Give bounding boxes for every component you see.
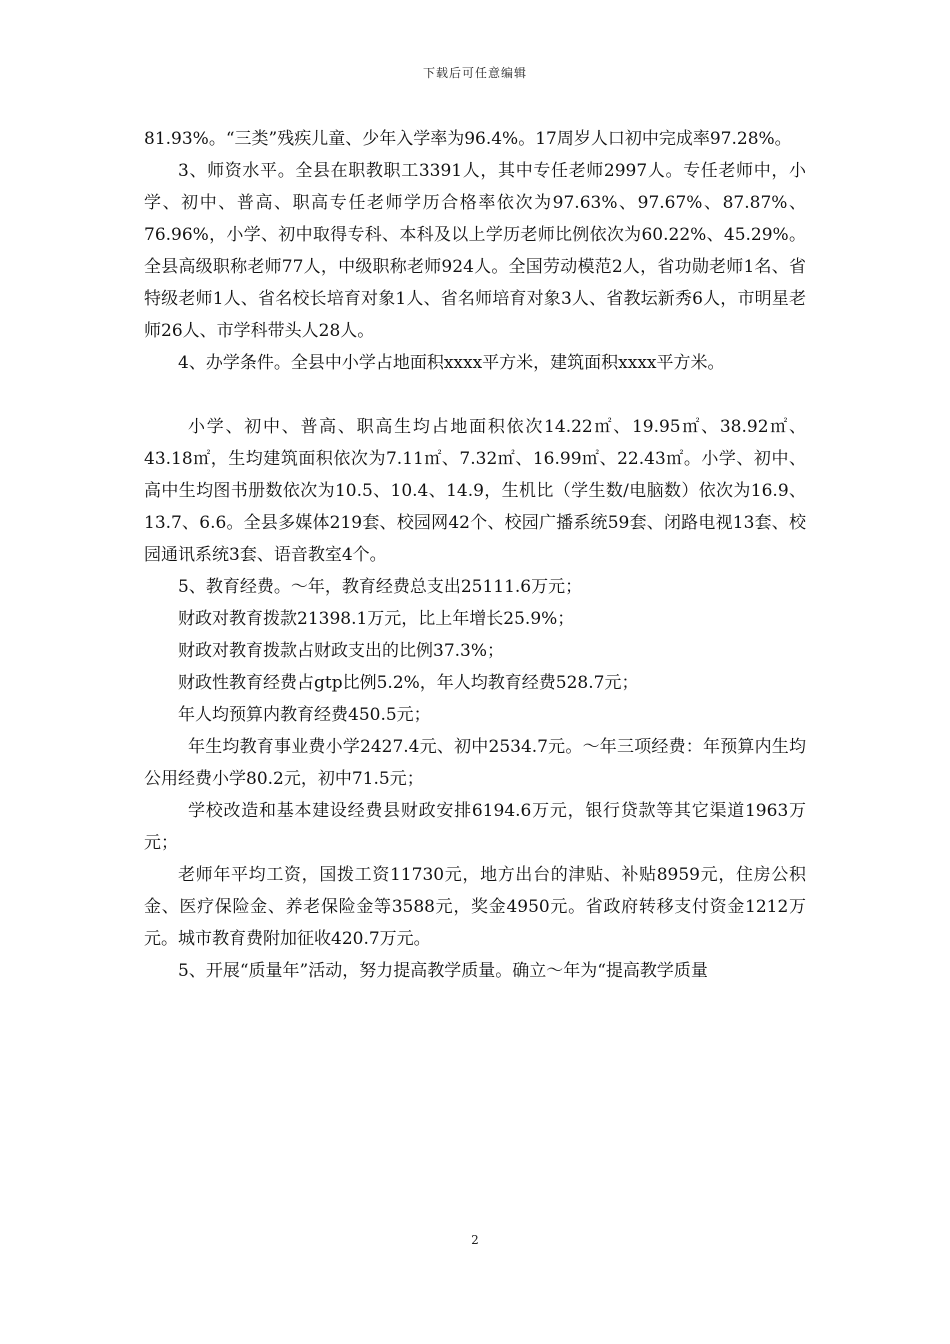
paragraph-spacer <box>144 379 806 411</box>
paragraph-allocation-ratio: 财政对教育拨款占财政支出的比例37.3%； <box>178 641 505 661</box>
paragraph-teacher-qualifications: 3、师资水平。全县在职教职工3391人，其中专任老师2997人。专任老师中，小学、初中、普高、职高专任老师学历合格率依次为97.63%、97.67%、87.87%、76.96%，小学、初中取得专科、本科及以上学历老师比例依次为60.22%、45.29%。全县高级职称老师77人，中级职称老师924人。全国劳动模范2人，省功勋老师1名、省特级老师1人、省名校长培育对象1人、省名师培育对象3人、省教坛新秀6人，市明星老师26人、市学科带头人28人。 <box>144 161 806 341</box>
paragraph-budget-per-capita: 年人均预算内教育经费450.5元； <box>178 705 431 725</box>
paragraph-school-conditions: 4、办学条件。全县中小学占地面积xxxx平方米，建筑面积xxxx平方米。 <box>178 353 725 373</box>
paragraph-quality-year: 5、开展“质量年”活动，努力提高教学质量。确立～年为“提高教学质量 <box>178 961 708 981</box>
paragraph-fiscal-allocation: 财政对教育拨款21398.1万元，比上年增长25.9%； <box>178 609 575 629</box>
page-header: 下载后可任意编辑 <box>422 66 527 80</box>
paragraph-gdp-ratio: 财政性教育经费占gtp比例5.2%，年人均教育经费528.7元； <box>178 673 639 693</box>
page-number: 2 <box>471 1233 479 1247</box>
document-body <box>144 123 806 987</box>
paragraph-per-student-expense: 年生均教育事业费小学2427.4元、初中2534.7元。～年三项经费：年预算内生均公用经费小学80.2元，初中71.5元； <box>144 737 806 789</box>
paragraph-teacher-salary: 老师年平均工资，国拨工资11730元，地方出台的津贴、补贴8959元，住房公积金、医疗保险金、养老保险金等3588元，奖金4950元。省政府转移支付资金1212万元。城市教育费附加征收420.7万元。 <box>144 865 806 949</box>
paragraph-facilities-per-student: 小学、初中、普高、职高生均占地面积依次14.22㎡、19.95㎡、38.92㎡、43.18㎡，生均建筑面积依次为7.11㎡、7.32㎡、16.99㎡、22.43㎡。小学、初中、高中生均图书册数依次为10.5、10.4、14.9，生机比（学生数/电脑数）依次为16.9、13.7、6.6。全县多媒体219套、校园网42个、校园广播系统59套、闭路电视13套、校园通讯系统3套、语音教室4个。 <box>144 417 806 565</box>
paragraph-enrollment-rates: 81.93%。“三类”残疾儿童、少年入学率为96.4%。17周岁人口初中完成率97.28%。 <box>144 129 792 149</box>
paragraph-construction-funding: 学校改造和基本建设经费县财政安排6194.6万元，银行贷款等其它渠道1963万元； <box>144 801 806 853</box>
paragraph-education-funding: 5、教育经费。～年，教育经费总支出25111.6万元； <box>178 577 583 597</box>
